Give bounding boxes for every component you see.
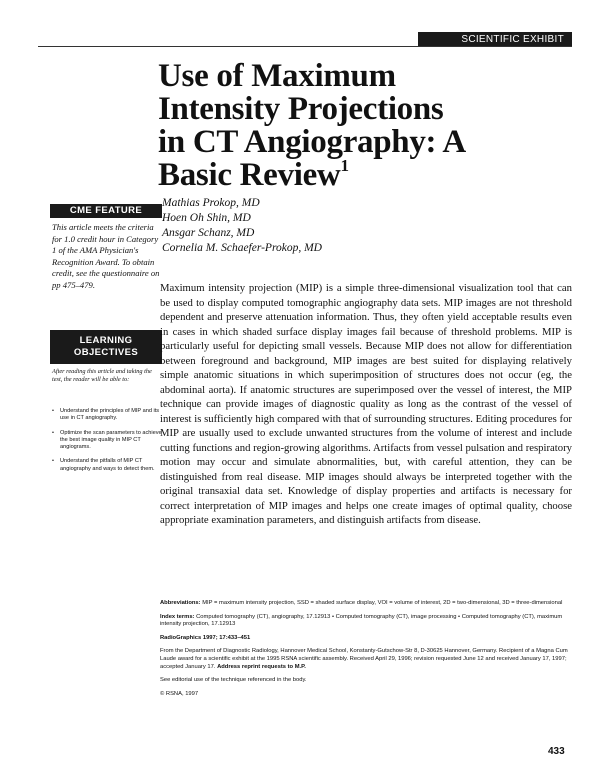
learning-objectives-intro: After reading this article and taking the test, the reader will be able to:	[52, 368, 152, 384]
learning-objectives-list	[52, 408, 162, 480]
affiliation-text: From the Department of Diagnostic Radiology, Hannover Medical School, Konstanty-Gutschow-Str 8, D-30625 Hannover, Germany. Recipient of a Magna Cum Laude award for a scientific exhibit at the 1995 RSNA scientific assembly. Received April 29, 1996; revision requested June 12 and received January 17, 1997; accepted January 17.	[160, 648, 568, 670]
citation-text: RadioGraphics 1997; 17:433–451	[160, 634, 251, 641]
abbreviations-note	[160, 600, 572, 608]
article-notes	[160, 600, 572, 704]
section-banner: SCIENTIFIC EXHIBIT	[418, 32, 572, 47]
abbreviations-label: Abbreviations:	[160, 600, 201, 606]
citation	[160, 635, 572, 643]
list-item: • Understand the pitfalls of MIP CT angiography and ways to detect them.	[52, 458, 162, 473]
page-number: 433	[548, 746, 565, 757]
cme-feature-text: This article meets the criteria for 1.0 credit hour in Category 1 of the AMA Physician's Recognition Award. To obtain credit, see the questionnaire on pp 475–479.	[52, 222, 160, 290]
lo-heading-line: OBJECTIVES	[73, 347, 139, 358]
title-line: Basic Review	[158, 157, 341, 193]
title-footnote-mark: 1	[340, 156, 349, 175]
author: Cornelia M. Schaefer-Prokop, MD	[162, 242, 322, 254]
copyright: © RSNA, 1997	[160, 690, 199, 697]
reprint-text: Address reprint requests to M.P.	[217, 663, 306, 670]
index-terms-label: Index terms:	[160, 613, 195, 620]
title-line: Intensity Projections	[158, 91, 444, 127]
index-terms-text: Computed tomography (CT), angiography, 17.12913 • Computed tomography (CT), image processing • Computed tomography (CT), maximum intensity projection, 17.12913	[160, 613, 563, 628]
abstract-text: Maximum intensity projection (MIP) is a simple three-dimensional visualization tool that can be used to display computed tomographic angiography data sets. MIP images are not threshold dependent and preserve attenuation information. Thus, they often yield acceptable results even in cases in which shaded surface display images fail because of threshold problems. MIP is particularly useful for depicting small vessels. Because MIP does not allow for differentiation between foreground and background, MIP images are best suited for displaying relatively simple anatomic situations in which superimposition of structures does not occur (eg, the abdominal aorta). If anatomic structures are superimposed over the vessel of interest, the MIP technique can provide images of diagnostic quality as long as the contrast of the vessel of interest is sufficiently high compared with that of surrounding structures. Editing procedures for MIP are usually used to exclude unwanted structures from the volume of interest and include cutting functions and region-growing algorithms. Artifacts from vessel pulsation and respiratory motion may occur and simulate abnormalities, but, with careful attention, they can be distinguished from real disease. MIP images should always be interpreted together with the original transaxial data set. Knowledge of display properties and artifacts is necessary for correct interpretation of MIP images and helps one create images of optimal quality, choose appropriate examination parameters, and distinguish artifacts from disease.	[160, 282, 572, 526]
abbreviations-text: MIP = maximum intensity projection, SSD = shaded surface display, VOI = volume of interest, 2D = two-dimensional, 3D = three-dimensional	[202, 600, 563, 606]
author: Ansgar Schanz, MD	[162, 227, 255, 239]
learning-objectives-heading	[50, 330, 162, 364]
author-list	[162, 196, 322, 256]
cme-feature-heading: CME FEATURE	[50, 204, 162, 218]
author: Hoen Oh Shin, MD	[162, 212, 251, 224]
lo-heading-line: LEARNING	[79, 335, 133, 346]
title-line: Use of Maximum	[158, 58, 396, 94]
author: Mathias Prokop, MD	[162, 197, 260, 209]
affiliation-note	[160, 648, 572, 671]
header-rule	[38, 46, 572, 47]
list-item: • Optimize the scan parameters to achieve the best image quality in MIP CT angiograms.	[52, 430, 162, 452]
index-terms-note	[160, 614, 572, 629]
footnote: See editorial use of the technique referenced in the body.	[160, 677, 307, 684]
title-line: in CT Angiography: A	[158, 124, 466, 160]
list-item: • Understand the principles of MIP and its use in CT angiography.	[52, 408, 162, 423]
article-title	[158, 60, 568, 192]
